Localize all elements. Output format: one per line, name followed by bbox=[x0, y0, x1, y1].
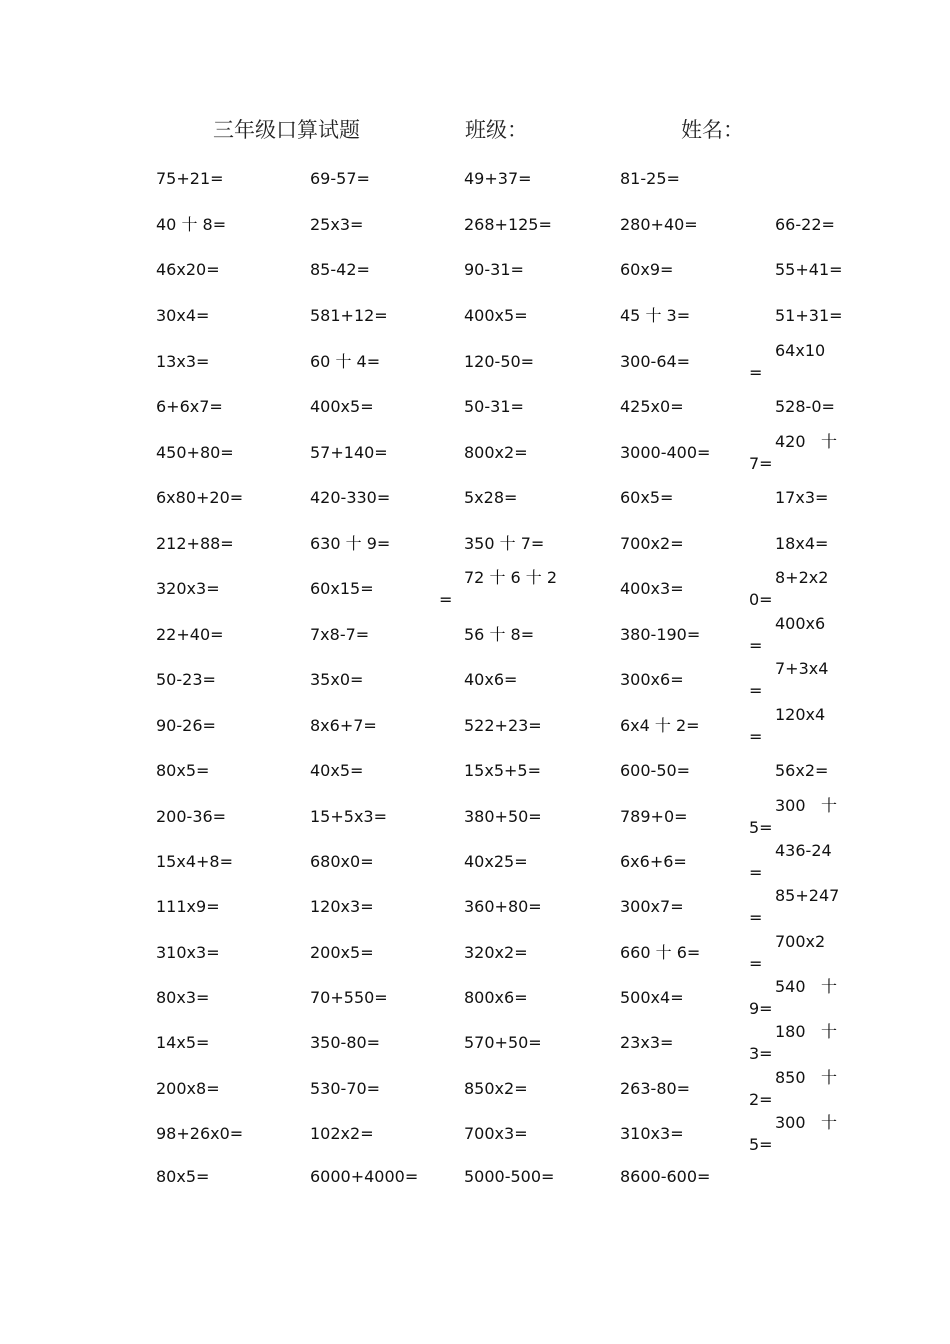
problem-cell: 18x4= bbox=[775, 534, 829, 553]
problem-cell: 528-0= bbox=[775, 397, 835, 416]
problem-cell: 6+6x7= bbox=[156, 397, 223, 416]
problem-cell: 80x3= bbox=[156, 988, 210, 1007]
problem-cell: 120x3= bbox=[310, 897, 374, 916]
problem-cell: 700x2= bbox=[620, 534, 684, 553]
problem-cell: 320x3= bbox=[156, 579, 220, 598]
problem-cell: 6x6+6= bbox=[620, 852, 687, 871]
problem-cell: 81-25= bbox=[620, 169, 680, 188]
problem-text-line1: 400x6 bbox=[775, 614, 826, 633]
problem-cell: 111x9= bbox=[156, 897, 220, 916]
problem-cell: 800x2= bbox=[464, 443, 528, 462]
problem-cell: 40x5= bbox=[310, 761, 364, 780]
problem-cell: 60 十 4= bbox=[310, 352, 381, 371]
problem-text-line2: 9= bbox=[749, 999, 773, 1018]
problem-cell: 6000+4000= bbox=[310, 1167, 419, 1186]
problem-cell: 850x2= bbox=[464, 1079, 528, 1098]
problem-cell: 420-330= bbox=[310, 488, 391, 507]
problem-text-line2: 5= bbox=[749, 1135, 773, 1154]
problem-cell: 69-57= bbox=[310, 169, 370, 188]
problem-cell: 56 十 8= bbox=[464, 625, 535, 644]
problem-cell: 360+80= bbox=[464, 897, 542, 916]
problem-text-line1: 300 bbox=[775, 796, 806, 815]
problem-cell: 530-70= bbox=[310, 1079, 381, 1098]
problem-cell: 800x6= bbox=[464, 988, 528, 1007]
problem-cell: 380+50= bbox=[464, 807, 542, 826]
problem-text-line1: 120x4 bbox=[775, 705, 826, 724]
problem-cell: 350-80= bbox=[310, 1033, 381, 1052]
problem-cell: 60x5= bbox=[620, 488, 674, 507]
problem-cell: 3000-400= bbox=[620, 443, 711, 462]
problem-text-line1: 64x10 bbox=[775, 341, 826, 360]
problem-text-line1: 85+247 bbox=[775, 886, 840, 905]
problem-cell: 60x9= bbox=[620, 260, 674, 279]
problem-text-line1: 7+3x4 bbox=[775, 659, 829, 678]
problem-cell: 25x3= bbox=[310, 215, 364, 234]
problem-text-line2: 7= bbox=[749, 454, 773, 473]
problem-cell: 50-31= bbox=[464, 397, 524, 416]
problem-cell: 66-22= bbox=[775, 215, 835, 234]
plus-sign: 十 bbox=[821, 1113, 838, 1132]
problem-cell: 8600-600= bbox=[620, 1167, 711, 1186]
problem-text-line2: = bbox=[749, 636, 763, 655]
problem-cell: 120-50= bbox=[464, 352, 535, 371]
problem-text-line2: = bbox=[749, 681, 763, 700]
problem-cell: 57+140= bbox=[310, 443, 388, 462]
problem-text-line2: = bbox=[749, 954, 763, 973]
problem-cell: 5x28= bbox=[464, 488, 518, 507]
problem-cell: 450+80= bbox=[156, 443, 234, 462]
problem-cell: 400x5= bbox=[310, 397, 374, 416]
problem-text-line1: 850 bbox=[775, 1068, 806, 1087]
problem-cell: 5000-500= bbox=[464, 1167, 555, 1186]
problem-cell: 50-23= bbox=[156, 670, 216, 689]
problem-cell: 680x0= bbox=[310, 852, 374, 871]
problem-cell: 23x3= bbox=[620, 1033, 674, 1052]
problem-cell: 56x2= bbox=[775, 761, 829, 780]
problem-cell: 30x4= bbox=[156, 306, 210, 325]
problem-text-line1: 540 bbox=[775, 977, 806, 996]
problem-text-line1: 700x2 bbox=[775, 932, 826, 951]
problem-cell: 75+21= bbox=[156, 169, 224, 188]
problem-text-line1: 420 bbox=[775, 432, 806, 451]
problem-cell: 600-50= bbox=[620, 761, 691, 780]
problem-cell: 51+31= bbox=[775, 306, 843, 325]
problem-cell: 14x5= bbox=[156, 1033, 210, 1052]
problem-cell: 660 十 6= bbox=[620, 943, 701, 962]
problem-cell: 7x8-7= bbox=[310, 625, 370, 644]
problem-cell: 15x5+5= bbox=[464, 761, 541, 780]
problem-text-line2: = bbox=[439, 590, 453, 609]
problem-text-line2: = bbox=[749, 363, 763, 382]
problem-cell: 212+88= bbox=[156, 534, 234, 553]
problem-cell: 85-42= bbox=[310, 260, 370, 279]
problem-cell: 400x5= bbox=[464, 306, 528, 325]
problem-cell: 90-31= bbox=[464, 260, 524, 279]
problem-cell: 46x20= bbox=[156, 260, 220, 279]
problem-cell: 70+550= bbox=[310, 988, 388, 1007]
problem-text-line2: = bbox=[749, 908, 763, 927]
class-label: 班级： bbox=[465, 118, 528, 142]
problem-text-line1: 8+2x2 bbox=[775, 568, 829, 587]
problem-cell: 15+5x3= bbox=[310, 807, 387, 826]
problem-text-line2: = bbox=[749, 727, 763, 746]
problem-cell: 320x2= bbox=[464, 943, 528, 962]
problem-cell: 700x3= bbox=[464, 1124, 528, 1143]
problem-text-line1: 180 bbox=[775, 1022, 806, 1041]
problem-cell: 22+40= bbox=[156, 625, 224, 644]
problem-cell: 380-190= bbox=[620, 625, 701, 644]
problem-cell: 310x3= bbox=[620, 1124, 684, 1143]
problem-text-line1: 436-24 bbox=[775, 841, 832, 860]
problem-cell: 268+125= bbox=[464, 215, 552, 234]
worksheet-title: 三年级口算试题 bbox=[213, 118, 360, 142]
problem-cell: 263-80= bbox=[620, 1079, 691, 1098]
problem-cell: 55+41= bbox=[775, 260, 843, 279]
problem-text-line1: 300 bbox=[775, 1113, 806, 1132]
problem-cell: 49+37= bbox=[464, 169, 532, 188]
problem-cell: 300x6= bbox=[620, 670, 684, 689]
problem-cell: 40 十 8= bbox=[156, 215, 227, 234]
problem-cell: 350 十 7= bbox=[464, 534, 545, 553]
problem-cell: 6x80+20= bbox=[156, 488, 244, 507]
problem-text-line2: = bbox=[749, 863, 763, 882]
problem-cell: 102x2= bbox=[310, 1124, 374, 1143]
problem-cell: 40x25= bbox=[464, 852, 528, 871]
problem-cell: 40x6= bbox=[464, 670, 518, 689]
problem-cell: 200-36= bbox=[156, 807, 227, 826]
problem-cell: 581+12= bbox=[310, 306, 388, 325]
problem-text-line1: 72 十 6 十 2 bbox=[464, 568, 558, 587]
problem-text-line2: 2= bbox=[749, 1090, 773, 1109]
problem-cell: 200x8= bbox=[156, 1079, 220, 1098]
problem-cell: 280+40= bbox=[620, 215, 698, 234]
problem-cell: 570+50= bbox=[464, 1033, 542, 1052]
problem-text-line2: 3= bbox=[749, 1044, 773, 1063]
problem-cell: 500x4= bbox=[620, 988, 684, 1007]
problem-cell: 789+0= bbox=[620, 807, 688, 826]
plus-sign: 十 bbox=[821, 432, 838, 451]
plus-sign: 十 bbox=[821, 977, 838, 996]
problem-cell: 35x0= bbox=[310, 670, 364, 689]
problem-cell: 6x4 十 2= bbox=[620, 716, 700, 735]
plus-sign: 十 bbox=[821, 1022, 838, 1041]
problem-cell: 80x5= bbox=[156, 1167, 210, 1186]
problem-cell: 45 十 3= bbox=[620, 306, 691, 325]
problem-cell: 630 十 9= bbox=[310, 534, 391, 553]
plus-sign: 十 bbox=[821, 796, 838, 815]
problem-cell: 300-64= bbox=[620, 352, 691, 371]
problem-cell: 60x15= bbox=[310, 579, 374, 598]
problem-cell: 13x3= bbox=[156, 352, 210, 371]
problem-cell: 8x6+7= bbox=[310, 716, 377, 735]
problem-cell: 522+23= bbox=[464, 716, 542, 735]
problem-cell: 400x3= bbox=[620, 579, 684, 598]
problem-cell: 80x5= bbox=[156, 761, 210, 780]
problem-cell: 425x0= bbox=[620, 397, 684, 416]
plus-sign: 十 bbox=[821, 1068, 838, 1087]
problem-cell: 17x3= bbox=[775, 488, 829, 507]
problem-cell: 300x7= bbox=[620, 897, 684, 916]
problem-cell: 310x3= bbox=[156, 943, 220, 962]
problem-cell: 200x5= bbox=[310, 943, 374, 962]
name-label: 姓名： bbox=[681, 118, 744, 142]
problem-cell: 90-26= bbox=[156, 716, 216, 735]
problem-cell: 15x4+8= bbox=[156, 852, 233, 871]
problem-text-line2: 5= bbox=[749, 818, 773, 837]
problem-cell: 98+26x0= bbox=[156, 1124, 244, 1143]
problem-text-line2: 0= bbox=[749, 590, 773, 609]
